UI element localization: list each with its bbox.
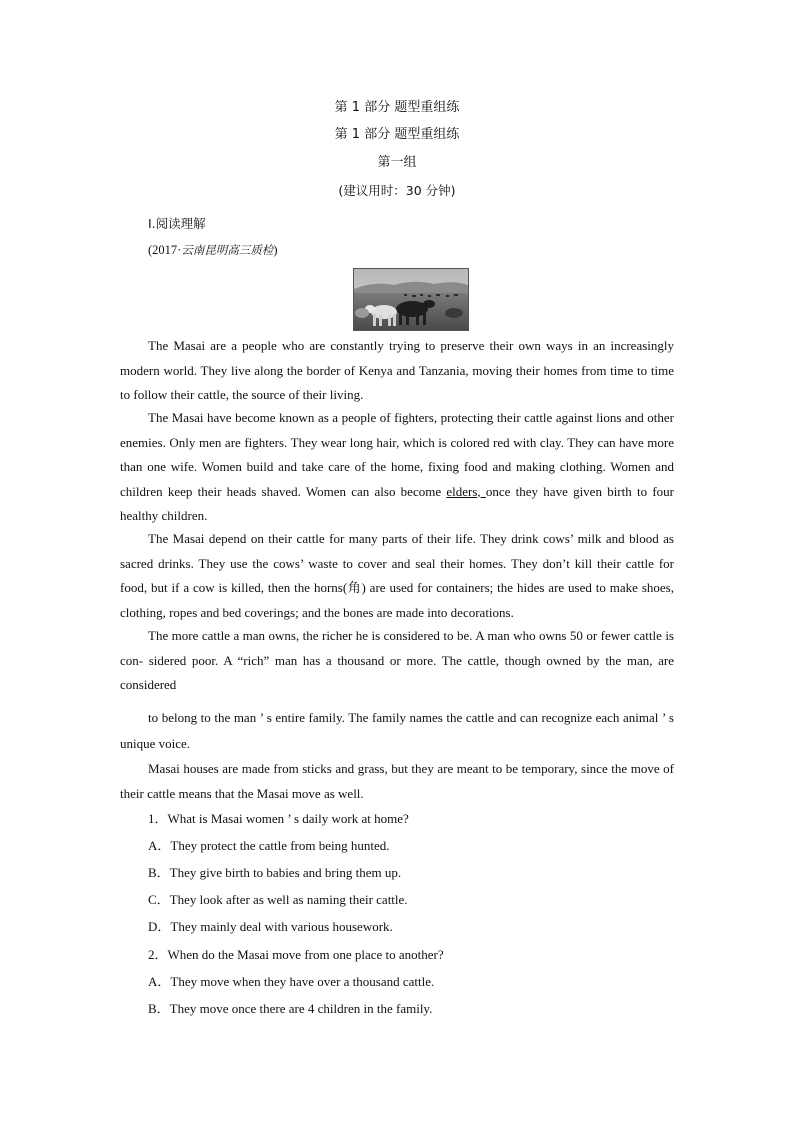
section-label: Ⅰ.阅读理解 [148,216,206,231]
question-1-option-d: D．They mainly deal with various housework. [148,919,393,934]
source-close: ) [273,243,278,257]
group-heading: 第一组 [377,155,417,170]
source-year: (2017· [148,243,182,257]
page-title-line1: 第 1 部分 题型重组练 [334,100,460,115]
question-1: 1．What is Masai women ’ s daily work at home? [148,811,409,826]
paragraph-2-main: The Masai have become known as a people of fighters, protecting their cattle against lions and other enemies. Only men are fighters. They wear long hair, which is colored red with clay. They can have more than one wife. Women build and take care of the home, fixing food and making clothing. Women and children keep their heads shaved. Women can also become [120,410,674,499]
paragraph-3: The Masai depend on their cattle for many parts of their life. They drink cows’ milk and blood as sacred drinks. They use the cows’ waste to cover and seal their homes. They don’t kill their cattle for food, but if a cow is killed, then the horns(角) are used for containers; the hides are used to make shoes, clothing, ropes and bed coverings; and the bones are made into decorations. [120,531,674,620]
question-1-option-c: C．They look after as well as naming their cattle. [148,892,408,907]
page-title-line2: 第 1 部分 题型重组练 [334,127,460,142]
question-2: 2．When do the Masai move from one place to another? [148,947,444,962]
paragraph-5: Masai houses are made from sticks and grass, but they are meant to be temporary, since the move of their cattle means that the Masai move as well. [120,761,674,801]
source-place: 云南昆明高三质检 [181,243,274,257]
paragraph-4a: The more cattle a man owns, the richer he is considered to be. A man who owns 50 or fewer cattle is con- sidered poor. A “rich” man has a thousand or more. The cattle, though owned by the man, are considered [120,628,674,692]
cattle-photo [353,268,469,331]
time-hint: (建议用时：30 分钟) [338,183,456,198]
question-1-option-b: B．They give birth to babies and bring them up. [148,865,402,880]
paragraph-1: The Masai are a people who are constantly trying to preserve their own ways in an increasingly modern world. They live along the border of Kenya and Tanzania, moving their homes from time to time to follow their cattle, the source of their living. [120,338,674,402]
paragraph-2 [120,406,674,529]
question-2-option-b: B．They move once there are 4 children in the family. [148,1001,433,1016]
question-2-option-a: A．They move when they have over a thousand cattle. [148,974,435,989]
paragraph-2-end: once they have given birth to four healthy children. [120,483,674,523]
question-1-option-a: A．They protect the cattle from being hunted. [148,838,390,853]
underlined-word-elders: elders, [446,483,486,499]
paragraph-4b: to belong to the man ’ s entire family. The family names the cattle and can recognize each animal ’ s unique voice. [120,710,674,751]
source-citation [148,242,278,258]
